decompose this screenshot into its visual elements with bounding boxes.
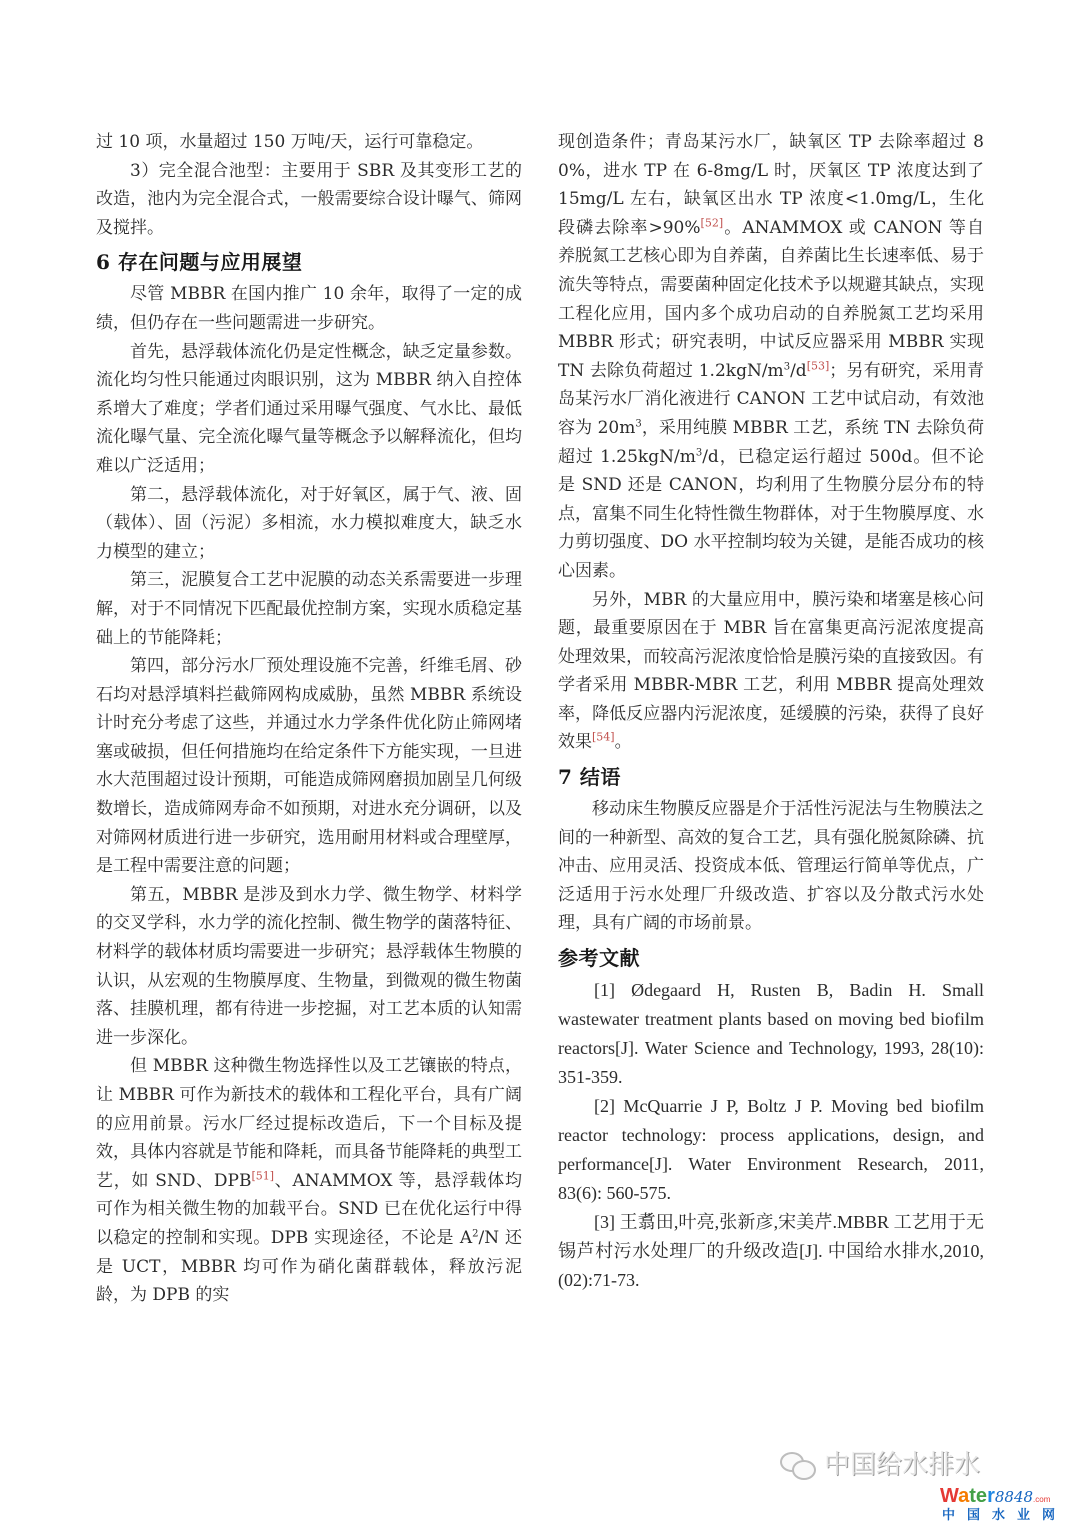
right-text-b: 。ANAMMOX 或 CANON 等自养脱氮工艺核心即为自养菌，自养菌比生长速率低、易于流失等特点，需要菌种固定化技术予以规避其缺点，实现工程化应用，国内多个成功启动的自养脱氮工艺均采用 MBBR 形式；研究表明，中试反应器采用 MBBR 实现 TN 去除负荷超过 1.2kgN/m	[558, 217, 984, 381]
right-column	[558, 128, 984, 1295]
right-text-d: ；另有研究，采用青岛某污水厂消化液进行 CANON 工艺中试启动，有效池容为 20m	[558, 360, 984, 438]
paragraph-type-3: 3）完全混合池型：主要用于 SBR 及其变形工艺的改造，池内为完全混合式，一般需要综合设计曝气、筛网及搅拌。	[96, 160, 522, 238]
right-text-e: ，采用纯膜 MBBR 工艺，系统 TN 去除负荷超过 1.25kgN/m	[558, 417, 985, 467]
outlook-text-a: 但 MBBR 这种微生物选择性以及工艺镶嵌的特点，让 MBBR 可作为新技术的载体和工程化平台，具有广阔的应用前景。污水厂经过提标改造后，下一个目标及提效，具体内容就是节能和降耗，而具备节能降耗的典型工艺，如 SND、DPB	[96, 1056, 522, 1191]
outlook-text-c: /N 还是 UCT，MBBR 均可作为硝化菌群载体，释放污泥龄，为 DPB 的实	[96, 1227, 522, 1306]
paragraph-outlook	[96, 1052, 522, 1309]
reference-item: [1] Ødegaard H, Rusten B, Badin H. Small wastewater treatment plants based on moving bed biofilm reactors[J]. Water Science and Technology, 1993, 28(10): 351-359.	[558, 980, 984, 1088]
paragraph-conclusion: 移动床生物膜反应器是介于活性污泥法与生物膜法之间的一种新型、高效的复合工艺，具有强化脱氮除磷、抗冲击、应用灵活、投资成本低、管理运行简单等优点，广泛适用于污水处理厂升级改造、扩容以及分散式污水处理，具有广阔的市场前景。	[558, 799, 984, 934]
paragraph-mbr	[558, 586, 984, 758]
logo-wordmark: Water8848.com	[940, 1485, 1051, 1507]
superscript-3a: 3	[783, 361, 791, 373]
paragraph-third: 第三，泥膜复合工艺中泥膜的动态关系需要进一步理解，对于不同情况下匹配最优控制方案，实现水质稳定基础上的节能降耗；	[96, 570, 522, 648]
superscript-3c: 3	[695, 446, 703, 458]
superscript-3b: 3	[635, 418, 642, 430]
logo-subtitle: 中国水业网	[942, 1508, 1068, 1523]
paragraph-fifth: 第五，MBBR 是涉及到水力学、微生物学、材料学的交叉学科，水力学的流化控制、微生物学的菌落特征、材料学的载体材质均需要进一步研究；悬浮载体生物膜的认识，从宏观的生物膜厚度、生物量，到微观的微生物菌落、挂膜机理，都有待进一步挖掘，对工艺本质的认知需进一步深化。	[96, 884, 522, 1048]
section-7-heading: 7 结语	[558, 765, 621, 790]
citation-53[interactable]: [53]	[806, 359, 830, 373]
references-heading: 参考文献	[558, 946, 640, 971]
citation-52[interactable]: [52]	[700, 216, 724, 230]
paragraph-fourth: 第四，部分污水厂预处理设施不完善，纤维毛屑、砂石均对悬浮填料拦截筛网构成威胁，虽然 MBBR 系统设计时充分考虑了这些，并通过水力学条件优化防止筛网堵塞或破损，但任何措施均在给定条件下方能实现，一旦进水大范围超过设计预期，可能造成筛网磨损加剧呈几何级数增长，造成筛网寿命不如预期，对进水充分调研，以及对筛网材质进行进一步研究，选用耐用材料或合理壁厚，是工程中需要注意的问题；	[96, 656, 522, 877]
paragraph-second: 第二，悬浮载体流化，对于好氧区，属于气、液、固（载体）、固（污泥）多相流，水力模拟难度大，缺乏水力模型的建立；	[96, 484, 522, 562]
account-name: 中国给水排水	[824, 1450, 981, 1480]
paragraph-intro: 尽管 MBBR 在国内推广 10 余年，取得了一定的成绩，但仍存在一些问题需进一步研究。	[96, 284, 522, 333]
mbr-text-b: 。	[614, 732, 632, 753]
paragraph-continued-right	[558, 128, 984, 586]
outlook-text-b: 、ANAMMOX 等，悬浮载体均可作为相关微生物的加载平台。SND 已在优化运行中得以稳定的控制和实现。DPB 实现途径，不论是 A	[96, 1170, 522, 1248]
paragraph-first: 首先，悬浮载体流化仍是定性概念，缺乏定量参数。流化均匀性只能通过肉眼识别，这为 MBBR 纳入自控体系增大了难度；学者们通过采用曝气强度、气水比、最低流化曝气量、完全流化曝气量等概念予以解释流化，但均难以广泛适用；	[96, 341, 522, 476]
superscript-2: 2	[472, 1228, 479, 1240]
citation-54[interactable]: [54]	[592, 730, 615, 744]
reference-item: [2] McQuarrie J P, Boltz J P. Moving bed biofilm reactor technology: process applications, design, and performance[J]. Water Environment Research, 2011, 83(6): 560-575.	[558, 1096, 984, 1204]
water8848-logo	[940, 1486, 1080, 1526]
left-column	[96, 128, 522, 1310]
right-text-f: /d，已稳定运行超过 500d。但不论是 SND 还是 CANON，均利用了生物膜分层分布的特点，富集不同生化特性微生物群体，对于生物膜厚度、水力剪切强度、DO 水平控制均较为关键，是能否成功的核心因素。	[558, 446, 984, 581]
right-text-a: 现创造条件；青岛某污水厂，缺氧区 TP 去除率超过 80%，进水 TP 在 6-8mg/L 时，厌氧区 TP 浓度达到了 15mg/L 左右，缺氧区出水 TP 浓度<1.0mg/L，生化段磷去除率>90%	[558, 132, 984, 238]
mbr-text-a: 另外，MBR 的大量应用中，膜污染和堵塞是核心问题，最重要原因在于 MBR 旨在富集更高污泥浓度提高处理效果，而较高污泥浓度恰恰是膜污染的直接致因。有学者采用 MBBR-MBR 工艺，利用 MBBR 提高处理效率，降低反应器内污泥浓度，延缓膜的污染，获得了良好效果	[558, 589, 984, 753]
section-6-heading: 6 存在问题与应用展望	[96, 250, 303, 275]
reference-item: [3] 王翥田,叶亮,张新彦,宋美芹.MBBR 工艺用于无锡芦村污水处理厂的升级改造[J]. 中国给水排水,2010,(02):71-73.	[558, 1212, 984, 1291]
wechat-icon	[780, 1450, 816, 1480]
logo-number: 8848	[994, 1488, 1034, 1506]
logo-domain: .com	[1033, 1495, 1051, 1504]
citation-51[interactable]: [51]	[251, 1169, 275, 1183]
paragraph-continued: 过 10 项，水量超过 150 万吨/天，运行可靠稳定。	[96, 132, 484, 152]
wechat-watermark	[780, 1448, 980, 1482]
right-text-c: /d	[790, 360, 807, 381]
